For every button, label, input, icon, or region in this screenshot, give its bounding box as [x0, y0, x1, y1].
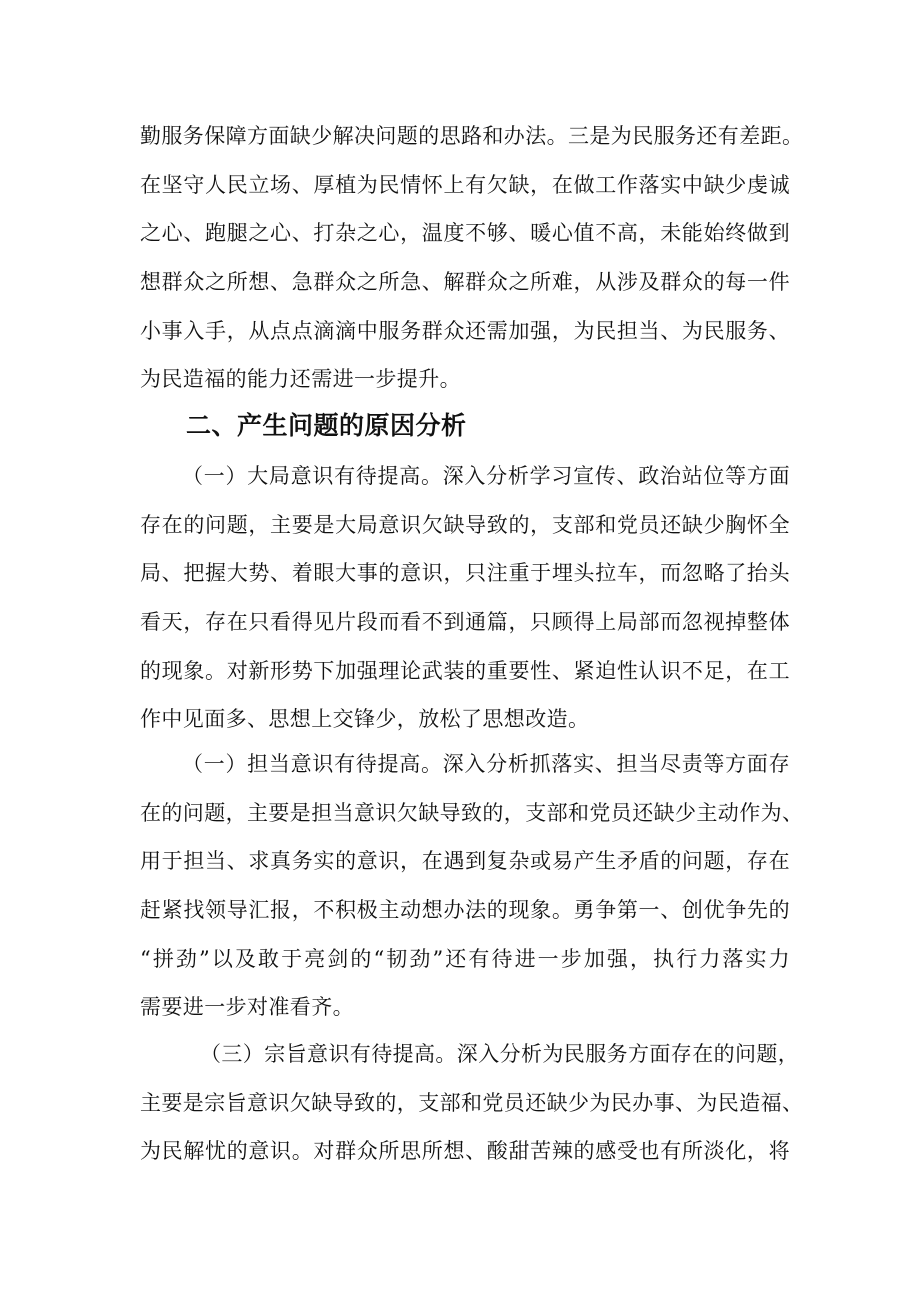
text-line: （一）大局意识有待提高。深入分析学习宣传、政治站位等方面 — [182, 464, 790, 488]
paragraph-overall-awareness — [140, 452, 790, 744]
text-line: 在坚守人民立场、厚植为民情怀上有欠缺，在做工作落实中缺少虔诚 — [140, 172, 790, 197]
text-line: （一）担当意识有待提高。深入分析抓落实、担当尽责等方面存 — [182, 752, 790, 776]
text-line: 用于担当、求真务实的意识，在遇到复杂或易产生矛盾的问题，存在 — [140, 849, 790, 874]
paragraph-purpose-awareness — [140, 1030, 804, 1176]
text-line: （三）宗旨意识有待提高。深入分析为民服务方面存在的问题， — [200, 1042, 800, 1066]
paragraph-service-gap — [140, 112, 804, 404]
text-line: 在的问题，主要是担当意识欠缺导致的，支部和党员还缺少主动作为、 — [140, 800, 804, 825]
text-line: 存在的问题，主要是大局意识欠缺导致的，支部和党员还缺少胸怀全 — [140, 512, 790, 537]
text-line: 的现象。对新形势下加强理论武装的重要性、紧迫性认识不足，在工 — [140, 658, 790, 683]
text-line: 之心、跑腿之心、打杂之心，温度不够、暖心值不高，未能始终做到 — [140, 221, 790, 246]
text-line: 需要进一步对准看齐。 — [140, 995, 354, 1020]
text-line: 赶紧找领导汇报，不积极主动想办法的现象。勇争第一、创优争先的 — [140, 898, 790, 923]
text-line: 为民解忧的意识。对群众所思所想、酸甜苦辣的感受也有所淡化，将 — [140, 1139, 790, 1164]
text-line: “拼劲”以及敢于亮剑的“韧劲”还有待进一步加强，执行力落实力 — [140, 946, 790, 971]
section-heading: 二、产生问题的原因分析 — [186, 411, 467, 440]
text-line: 作中见面多、思想上交锋少，放松了思想改造。 — [140, 707, 590, 732]
text-line: 局、把握大势、着眼大事的意识，只注重于埋头拉车，而忽略了抬头 — [140, 561, 790, 586]
text-line: 主要是宗旨意识欠缺导致的，支部和党员还缺少为民办事、为民造福、 — [140, 1090, 804, 1115]
text-line: 看天，存在只看得见片段而看不到通篇，只顾得上局部而忽视掉整体 — [140, 610, 790, 635]
text-line: 勤服务保障方面缺少解决问题的思路和办法。三是为民服务还有差距。 — [140, 124, 804, 148]
text-line: 小事入手，从点点滴滴中服务群众还需加强，为民担当、为民服务、 — [140, 318, 790, 343]
paragraph-responsibility-awareness — [140, 740, 804, 1032]
text-line: 想群众之所想、急群众之所急、解群众之所难，从涉及群众的每一件 — [140, 270, 790, 295]
text-line: 为民造福的能力还需进一步提升。 — [140, 367, 461, 392]
